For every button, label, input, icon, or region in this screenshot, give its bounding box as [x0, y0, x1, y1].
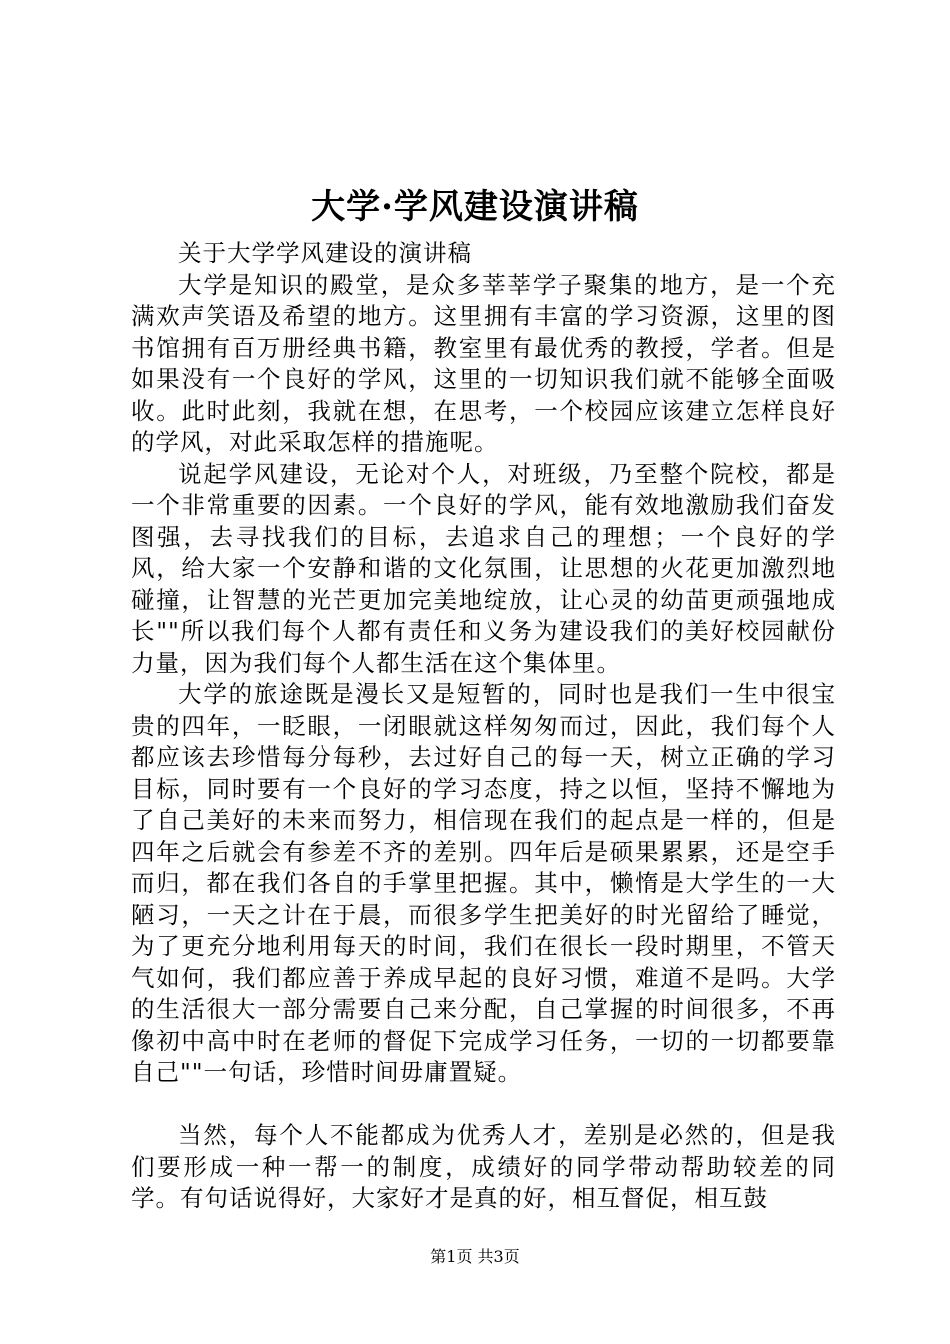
document-body	[131, 238, 836, 1215]
document-subtitle: 关于大学学风建设的演讲稿	[178, 239, 472, 267]
paragraph-4: 当然，每个人不能都成为优秀人才，差别是必然的，但是我们要形成一种一帮一的制度，成绩好的同学带动帮助较差的同学。有句话说得好，大家好才是真的好，相互督促，相互鼓	[131, 1121, 836, 1212]
page-footer: 第1页 共3页	[430, 1247, 520, 1266]
page-title: 大学·学风建设演讲稿	[311, 187, 639, 227]
paragraph-3: 大学的旅途既是漫长又是短暂的，同时也是我们一生中很宝贵的四年，一眨眼，一闭眼就这样匆匆而过，因此，我们每个人都应该去珍惜每分每秒，去过好自己的每一天，树立正确的学习目标，同时要有一个良好的学习态度，持之以恒，坚持不懈地为了自己美好的未来而努力，相信现在我们的起点是一样的，但是四年之后就会有参差不齐的差别。四年后是硕果累累，还是空手而归，都在我们各自的手掌里把握。其中，懒惰是大学生的一大陋习，一天之计在于晨，而很多学生把美好的时光留给了睡觉，为了更充分地利用每天的时间，我们在很长一段时期里，不管天气如何，我们都应善于养成早起的良好习惯，难道不是吗。大学的生活很大一部分需要自己来分配，自己掌握的时间很多，不再像初中高中时在老师的督促下完成学习任务，一切的一切都要靠自己""一句话，珍惜时间毋庸置疑。	[131, 680, 836, 1086]
paragraph-spacer	[131, 1089, 836, 1121]
paragraph-2: 说起学风建设，无论对个人，对班级，乃至整个院校，都是一个非常重要的因素。一个良好的学风，能有效地激励我们奋发图强，去寻找我们的目标，去追求自己的理想；一个良好的学风，给大家一个安静和谐的文化氛围，让思想的火花更加激烈地碰撞，让智慧的光芒更加完美地绽放，让心灵的幼苗更顽强地成长""所以我们每个人都有责任和义务为建设我们的美好校园献份力量，因为我们每个人都生活在这个集体里。	[131, 459, 836, 677]
paragraph-1: 大学是知识的殿堂，是众多莘莘学子聚集的地方，是一个充满欢声笑语及希望的地方。这里拥有丰富的学习资源，这里的图书馆拥有百万册经典书籍，教室里有最优秀的教授，学者。但是如果没有一个良好的学风，这里的一切知识我们就不能够全面吸收。此时此刻，我就在想，在思考，一个校园应该建立怎样良好的学风，对此采取怎样的措施呢。	[131, 270, 836, 456]
